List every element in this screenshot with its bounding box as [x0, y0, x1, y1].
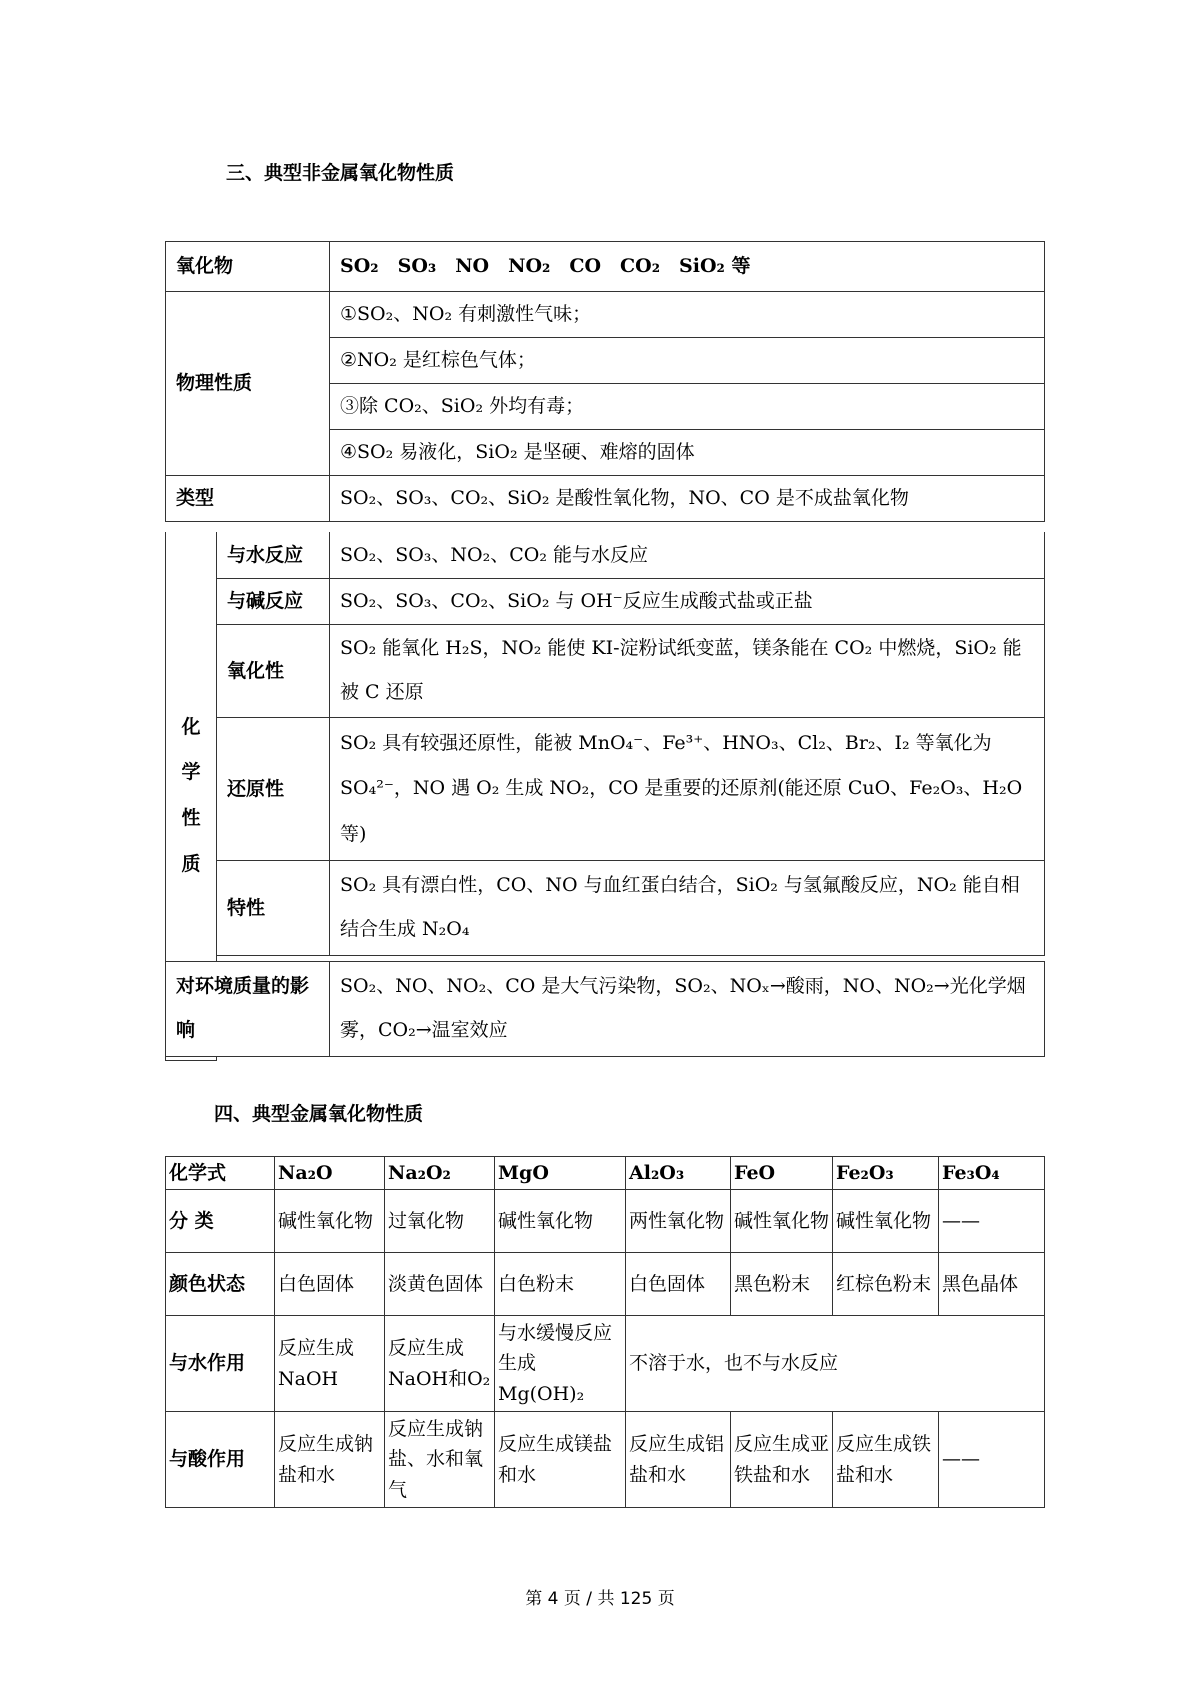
table-row — [166, 1157, 1045, 1190]
table-cell: 反应生成钠盐和水 — [275, 1412, 385, 1508]
table-row — [166, 962, 1045, 1057]
table-cell: 淡黄色固体 — [385, 1253, 495, 1316]
chem-sub-label: 氧化性 — [217, 625, 330, 718]
chem-label-char: 学 — [181, 761, 201, 784]
header-cell: 化学式 — [166, 1157, 275, 1190]
header-cell: FeO — [731, 1157, 833, 1190]
header-cell: MgO — [495, 1157, 626, 1190]
header-cell: Fe₂O₃ — [833, 1157, 939, 1190]
table-cell: 白色固体 — [626, 1253, 731, 1316]
page-footer: 第 4 页 / 共 125 页 — [525, 1589, 675, 1609]
physical-item: ④SO₂ 易液化，SiO₂ 是坚硬、难熔的固体 — [330, 430, 1045, 476]
table-cell: 两性氧化物 — [626, 1190, 731, 1253]
section4-title: 四、典型金属氧化物性质 — [214, 1103, 424, 1125]
row-label: 与水作用 — [166, 1316, 275, 1412]
table-cell: 碱性氧化物 — [731, 1190, 833, 1253]
oxides-label: 氧化物 — [166, 242, 330, 292]
table-row — [166, 242, 1045, 292]
physical-item: ②NO₂ 是红棕色气体； — [330, 338, 1045, 384]
physical-item: ③除 CO₂、SiO₂ 外均有毒； — [330, 384, 1045, 430]
section3-title: 三、典型非金属氧化物性质 — [226, 162, 455, 184]
chem-sub-value: SO₂ 具有较强还原性，能被 MnO₄⁻、Fe³⁺、HNO₃、Cl₂、Br₂、I₂ 等氧化为 SO₄²⁻，NO 遇 O₂ 生成 NO₂，CO 是重要的还原剂(能还原 CuO、Fe₂O₃、H₂O 等) — [330, 718, 1045, 861]
physical-label: 物理性质 — [166, 292, 330, 476]
table-cell: 反应生成亚铁盐和水 — [731, 1412, 833, 1508]
table-row — [166, 1253, 1045, 1316]
row-label: 分 类 — [166, 1190, 275, 1253]
table-cell: 红棕色粉末 — [833, 1253, 939, 1316]
table-row — [166, 1316, 1045, 1412]
table-cell: —— — [939, 1412, 1045, 1508]
table-cell: 黑色晶体 — [939, 1253, 1045, 1316]
table-cell: 与水缓慢反应生成Mg(OH)₂ — [495, 1316, 626, 1412]
table-cell: 白色固体 — [275, 1253, 385, 1316]
table-cell: 碱性氧化物 — [495, 1190, 626, 1253]
table-row — [166, 476, 1045, 522]
table-row — [166, 1190, 1045, 1253]
env-value: SO₂、NO、NO₂、CO 是大气污染物，SO₂、NOₓ→酸雨，NO、NO₂→光化学烟雾，CO₂→温室效应 — [330, 962, 1045, 1057]
table-row — [217, 718, 1045, 861]
chem-label-char: 化 — [181, 715, 201, 738]
chem-label-char: 质 — [181, 852, 201, 875]
env-label: 对环境质量的影响 — [166, 962, 330, 1057]
type-label: 类型 — [166, 476, 330, 522]
chem-table — [216, 532, 1045, 956]
table-cell: 碱性氧化物 — [833, 1190, 939, 1253]
table-cell: —— — [939, 1190, 1045, 1253]
chem-sub-value: SO₂、SO₃、CO₂、SiO₂ 与 OH⁻反应生成酸式盐或正盐 — [330, 579, 1045, 625]
table-cell: 反应生成镁盐和水 — [495, 1412, 626, 1508]
chem-label-char: 性 — [181, 807, 201, 829]
env-table — [165, 961, 1045, 1057]
chem-sub-label: 还原性 — [217, 718, 330, 861]
header-cell: Na₂O₂ — [385, 1157, 495, 1190]
chem-sub-label: 与碱反应 — [217, 579, 330, 625]
table-cell: 黑色粉末 — [731, 1253, 833, 1316]
table-row — [217, 532, 1045, 579]
table-cell: 不溶于水，也不与水反应 — [626, 1316, 1045, 1412]
row-label: 与酸作用 — [166, 1412, 275, 1508]
chem-sub-label: 与水反应 — [217, 532, 330, 579]
table-row — [217, 861, 1045, 956]
oxides-value: SO₂ SO₃ NO NO₂ CO CO₂ SiO₂ 等 — [330, 242, 1045, 292]
header-cell: Al₂O₃ — [626, 1157, 731, 1190]
row-label: 颜色状态 — [166, 1253, 275, 1316]
chem-sub-value: SO₂ 能氧化 H₂S，NO₂ 能使 KI-淀粉试纸变蓝，镁条能在 CO₂ 中燃烧，SiO₂ 能被 C 还原 — [330, 625, 1045, 718]
table-cell: 碱性氧化物 — [275, 1190, 385, 1253]
table-row — [217, 579, 1045, 625]
table-row — [217, 625, 1045, 718]
chem-sub-value: SO₂、SO₃、NO₂、CO₂ 能与水反应 — [330, 532, 1045, 579]
table-cell: 反应生成NaOH — [275, 1316, 385, 1412]
table-cell: 反应生成NaOH和O₂ — [385, 1316, 495, 1412]
type-value: SO₂、SO₃、CO₂、SiO₂ 是酸性氧化物，NO、CO 是不成盐氧化物 — [330, 476, 1045, 522]
table-cell: 反应生成铁盐和水 — [833, 1412, 939, 1508]
table-row — [166, 1412, 1045, 1508]
nonmetal-oxide-table — [165, 241, 1045, 522]
header-cell: Na₂O — [275, 1157, 385, 1190]
table-cell: 白色粉末 — [495, 1253, 626, 1316]
table-cell: 过氧化物 — [385, 1190, 495, 1253]
chem-sub-value: SO₂ 具有漂白性，CO、NO 与血红蛋白结合，SiO₂ 与氢氟酸反应，NO₂ 能自相结合生成 N₂O₄ — [330, 861, 1045, 956]
physical-item: ①SO₂、NO₂ 有刺激性气味； — [330, 292, 1045, 338]
table-cell: 反应生成铝盐和水 — [626, 1412, 731, 1508]
header-cell: Fe₃O₄ — [939, 1157, 1045, 1190]
chem-sub-label: 特性 — [217, 861, 330, 956]
metal-oxide-table — [165, 1156, 1045, 1508]
table-cell: 反应生成钠盐、水和氧气 — [385, 1412, 495, 1508]
table-row — [166, 292, 1045, 338]
